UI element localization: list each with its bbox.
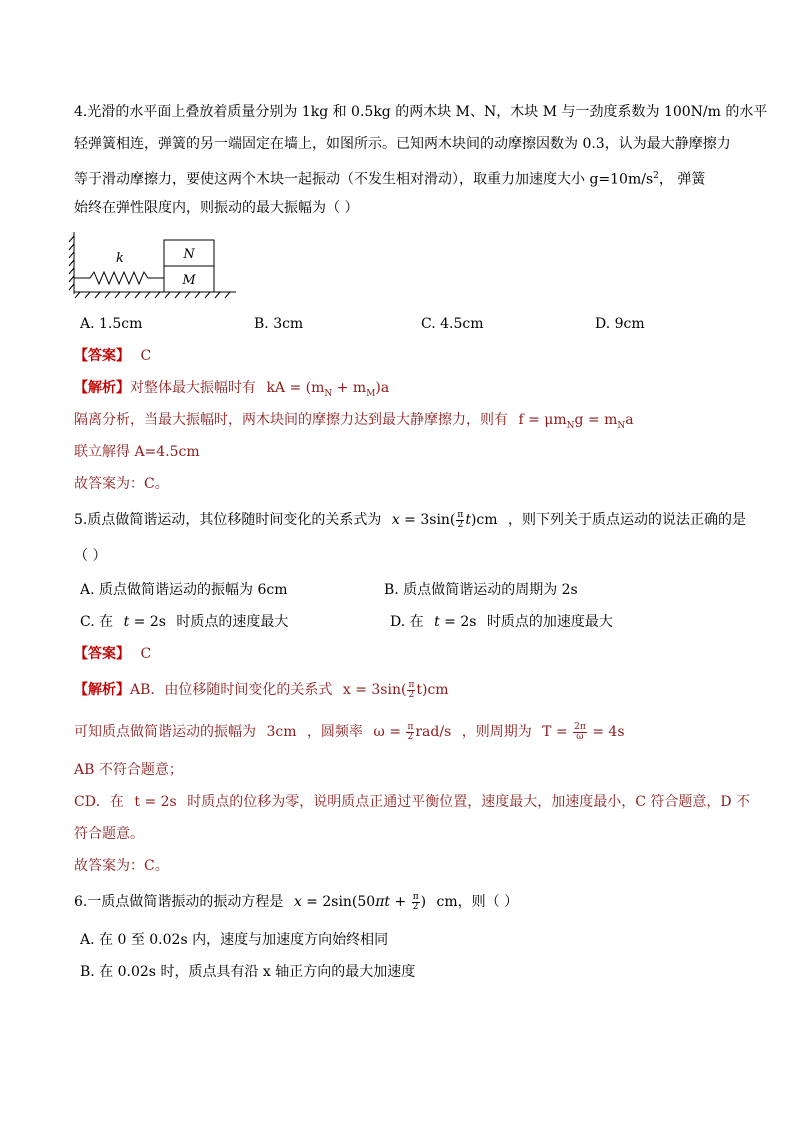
q4-formula-2: $f = \mu m_Ng = m_Na$ — [518, 412, 634, 431]
analysis-text: 时质点的位移为零，说明质点正通过平衡位置，速度最大，加速度最小，C 符合题意，D 不 — [187, 794, 751, 810]
q5-conclusion: 故答案为：C。 — [74, 858, 169, 874]
spring — [74, 272, 164, 284]
q5-option-d-time: t = 2s — [434, 614, 477, 630]
q5-stem-line-1 — [74, 510, 746, 530]
q5-option-c-time: t = 2s — [123, 614, 166, 630]
q5-angular-frequency: ω = $\frac{\pi}{2}$ rad/s — [373, 721, 452, 742]
analysis-tag: 【解析】 — [74, 682, 130, 698]
q4-spring-block-figure — [68, 228, 240, 300]
q4-stem-line-3-text: 等于滑动摩擦力，要使这两个木块一起振动（不发生相对滑动），取重力加速度大小 g=10m/s — [74, 171, 654, 188]
analysis-text: 对整体最大振幅时有 — [130, 380, 256, 396]
q4-formula-1: kA = $(m_N + m_M)a$ — [266, 380, 390, 399]
analysis-text: ，则周期为 — [461, 724, 532, 740]
analysis-text: 隔离分析，当最大振幅时，两木块间的摩擦力达到最大静摩擦力，则有 — [74, 412, 508, 428]
q5-analysis-line-1 — [74, 680, 449, 700]
answer-tag: 【答案】 — [74, 348, 130, 364]
q4-conclusion: 故答案为：C。 — [74, 476, 169, 492]
q5-analysis-line-5: 符合题意。 — [74, 826, 144, 842]
q4-option-b[interactable]: B. 3cm — [254, 316, 304, 332]
q4-stem-line-2: 轻弹簧相连，弹簧的另一端固定在墙上，如图所示。已知两木块间的动摩擦因数为 0.3，认为最大静摩擦力 — [74, 136, 731, 152]
q5-option-c[interactable] — [80, 612, 288, 632]
q5-analysis-time: t = 2s — [134, 794, 177, 810]
q4-option-a[interactable]: A. 1.5cm — [80, 316, 143, 332]
q4-stem-line-1: 4.光滑的水平面上叠放着质量分别为 1kg 和 0.5kg 的两木块 M、N，木块 M 与一劲度系数为 100N/m 的水平 — [74, 104, 768, 120]
q6-stem-text: 6.一质点做简谐振动的振动方程是 — [74, 894, 284, 910]
q4-option-c[interactable]: C. 4.5cm — [421, 316, 484, 332]
q6-option-b[interactable]: B. 在 0.02s 时，质点具有沿 x 轴正方向的最大加速度 — [80, 964, 416, 980]
q6-equation: x = 2sin(50πt + $\frac{\pi}{2}$ ) — [293, 891, 427, 912]
q5-stem-line-2: （ ） — [74, 548, 107, 564]
q4-stem-line-3 — [74, 166, 705, 190]
q5-period: T = $\frac{2\pi}{\omega}$ = 4s — [542, 721, 625, 742]
analysis-text: 可知质点做简谐运动的振幅为 — [74, 724, 256, 740]
q4-answer — [74, 346, 151, 366]
analysis-tag: 【解析】 — [74, 380, 130, 396]
q6-option-a[interactable]: A. 在 0 至 0.02s 内，速度与加速度方向始终相同 — [80, 932, 389, 948]
q5-option-c-post: 时质点的速度最大 — [176, 614, 289, 630]
q5-option-a[interactable]: A. 质点做简谐运动的振幅为 6cm — [80, 582, 288, 598]
q5-analysis-equation: x = 3sin( $\frac{\pi}{2}$ t)cm — [342, 679, 449, 700]
q5-analysis-line-4 — [74, 792, 750, 812]
q5-amplitude: 3cm — [266, 724, 297, 740]
q4-unit-exponent: 2 — [653, 171, 659, 181]
q5-equation: x = 3sin( $\frac{\pi}{2}$ t)cm — [391, 509, 498, 530]
answer-value: C — [140, 646, 152, 662]
q4-analysis-line-3: 联立解得 A=4.5cm — [74, 444, 200, 460]
q6-stem-line-1 — [74, 892, 518, 912]
q4-analysis-line-1 — [74, 378, 389, 404]
q6-stem-text-tail: cm，则（ ） — [436, 894, 519, 910]
q4-option-d[interactable]: D. 9cm — [595, 316, 645, 332]
q5-analysis-line-2 — [74, 722, 625, 742]
answer-tag: 【答案】 — [74, 646, 130, 662]
q5-stem-text: 5.质点做简谐运动，其位移随时间变化的关系式为 — [74, 512, 382, 528]
q5-option-b[interactable]: B. 质点做简谐运动的周期为 2s — [384, 582, 578, 598]
q5-answer — [74, 644, 151, 664]
analysis-text: AB．由位移随时间变化的关系式 — [130, 682, 333, 698]
q5-option-c-pre: C. 在 — [80, 614, 114, 630]
q4-analysis-line-2 — [74, 410, 634, 436]
block-n-label: N — [183, 247, 195, 262]
q5-stem-text-tail: ，则下列关于质点运动的说法正确的是 — [508, 512, 746, 528]
q5-option-d[interactable] — [390, 612, 613, 632]
q4-formula-1-lhs: kA = (m — [266, 380, 325, 396]
floor-hatch — [74, 292, 236, 298]
wall-hatch — [69, 232, 74, 294]
analysis-text: ，圆频率 — [306, 724, 363, 740]
analysis-text: CD．在 — [74, 794, 124, 810]
spring-constant-label: k — [116, 251, 124, 266]
q5-analysis-line-3: AB 不符合题意； — [74, 762, 183, 778]
block-m-label: M — [182, 273, 196, 288]
q4-stem-line-3-tail: ， 弹簧 — [658, 171, 706, 188]
q4-stem-line-4: 始终在弹性限度内，则振动的最大振幅为（ ） — [74, 200, 359, 216]
q5-option-d-pre: D. 在 — [390, 614, 424, 630]
q5-option-d-post: 时质点的加速度最大 — [486, 614, 613, 630]
answer-value: C — [140, 348, 152, 364]
